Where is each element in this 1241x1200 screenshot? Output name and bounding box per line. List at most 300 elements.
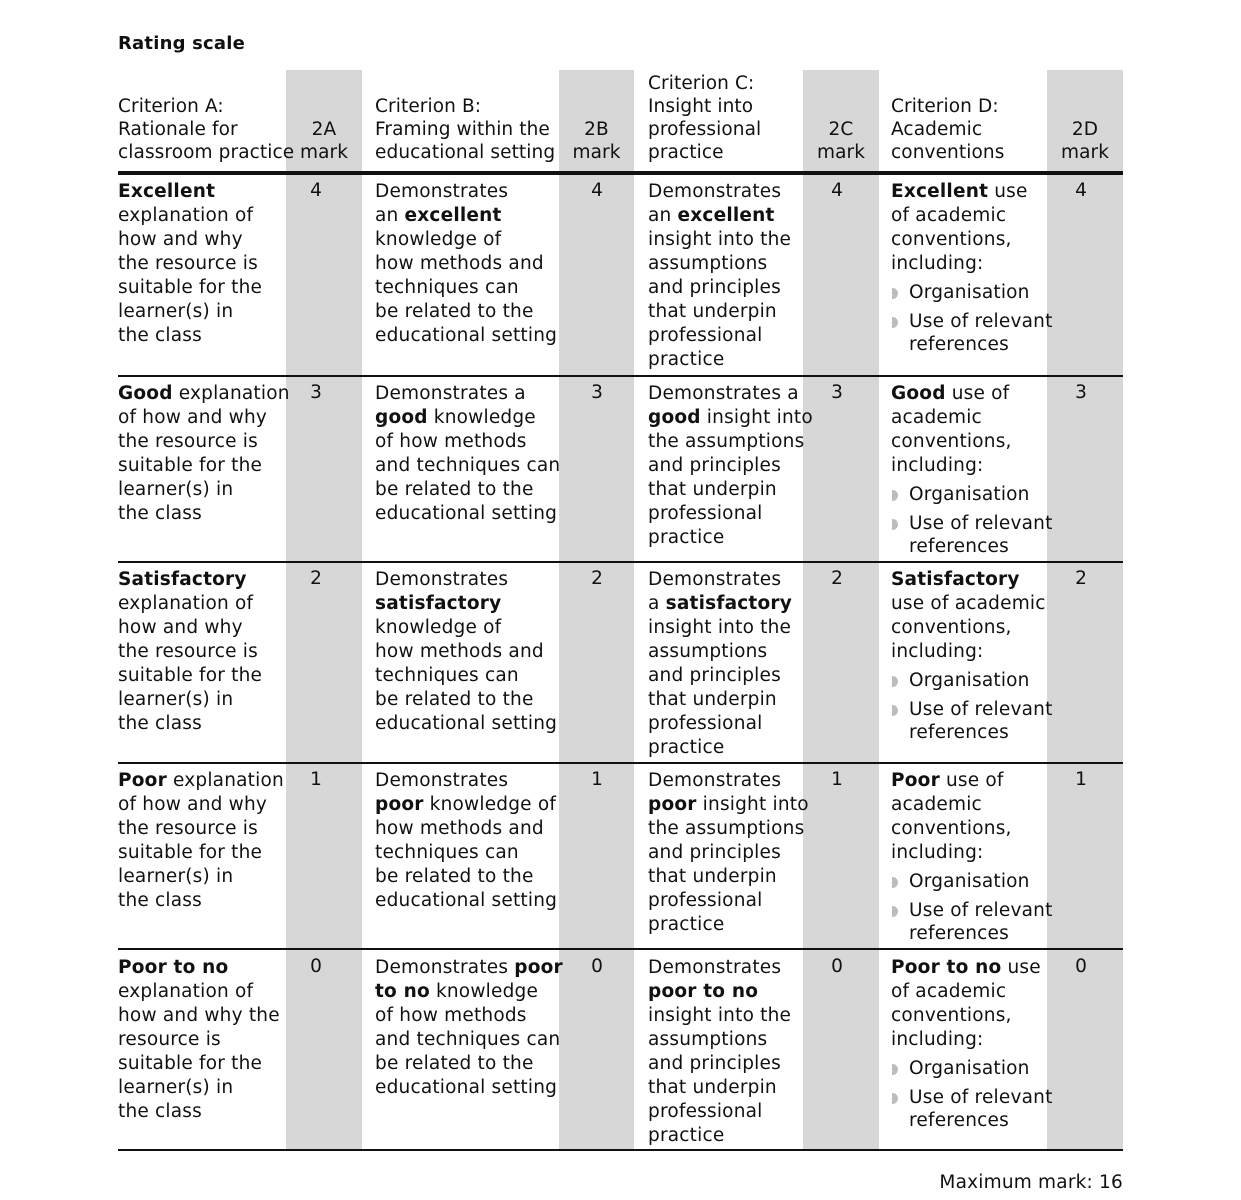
row-divider xyxy=(118,948,1123,950)
text: conventions, xyxy=(891,431,1012,452)
mark-value: 3 xyxy=(831,382,843,403)
cell-criterion-c xyxy=(648,956,791,1148)
cell-line xyxy=(375,889,557,913)
cell-criterion-c xyxy=(648,382,813,550)
text: suitable for the xyxy=(118,1053,263,1074)
text: practice xyxy=(648,737,725,758)
cell-line xyxy=(375,769,557,793)
cell-line xyxy=(118,568,262,592)
text: conventions, xyxy=(891,1005,1012,1026)
text: the assumptions xyxy=(648,431,805,452)
cell-line xyxy=(375,592,557,616)
cell-line xyxy=(375,502,560,526)
text: assumptions xyxy=(648,253,768,274)
cell-criterion-c xyxy=(648,568,792,760)
cell-line xyxy=(648,817,809,841)
cell-line xyxy=(648,616,792,640)
mark-value: 0 xyxy=(591,956,603,977)
cell-line xyxy=(648,793,809,817)
text: and principles xyxy=(648,455,781,476)
bullet-text: Organisation xyxy=(909,484,1030,505)
cell-line xyxy=(648,406,813,430)
cell-line xyxy=(375,228,557,252)
text: suitable for the xyxy=(118,842,263,863)
cell-line xyxy=(118,793,284,817)
header-criterion-c: Criterion C: Insight into professional practice xyxy=(648,73,762,163)
cell-line xyxy=(118,640,262,664)
emphasis: Good xyxy=(891,383,946,404)
cell-line xyxy=(118,228,262,252)
cell-criterion-a xyxy=(118,956,280,1124)
text: how methods and xyxy=(375,253,544,274)
bullet-icon xyxy=(892,490,898,501)
text: of how methods xyxy=(375,1005,527,1026)
cell-line xyxy=(648,300,791,324)
bullet-item xyxy=(891,669,1053,693)
cell-line xyxy=(118,616,262,640)
text: practice xyxy=(648,914,725,935)
emphasis: excellent xyxy=(677,205,775,226)
bullet-item xyxy=(891,899,1053,946)
cell-line xyxy=(375,841,557,865)
text: an xyxy=(648,205,678,226)
emphasis: Poor to no xyxy=(118,957,229,978)
text: how methods and xyxy=(375,641,544,662)
text: how and why xyxy=(118,617,243,638)
mark-value: 3 xyxy=(591,382,603,403)
bullet-text: Organisation xyxy=(909,670,1030,691)
cell-line xyxy=(648,324,791,348)
text: how methods and xyxy=(375,818,544,839)
cell-criterion-d xyxy=(891,568,1053,745)
text: be related to the xyxy=(375,866,534,887)
text: of academic xyxy=(891,981,1007,1002)
cell-line xyxy=(648,664,792,688)
text: professional xyxy=(648,503,763,524)
cell-line xyxy=(891,430,1053,454)
cell-line xyxy=(648,956,791,980)
emphasis: poor to no xyxy=(648,981,759,1002)
cell-line xyxy=(648,1124,791,1148)
cell-line xyxy=(118,276,262,300)
cell-criterion-c xyxy=(648,769,809,937)
mark-column-2c xyxy=(803,70,879,1150)
cell-line xyxy=(648,688,792,712)
text: insight into the xyxy=(648,229,792,250)
text: techniques can xyxy=(375,665,519,686)
cell-line xyxy=(648,252,791,276)
text: practice xyxy=(648,349,725,370)
cell-line xyxy=(891,592,1053,616)
cell-line xyxy=(118,324,262,348)
text: including: xyxy=(891,641,984,662)
text: be related to the xyxy=(375,301,534,322)
bullet-icon xyxy=(892,906,898,917)
cell-criterion-b xyxy=(375,568,557,736)
bullet-item xyxy=(891,870,1053,894)
cell-criterion-c xyxy=(648,180,791,372)
cell-line xyxy=(648,526,813,550)
text: how and why xyxy=(118,229,243,250)
text: of how and why xyxy=(118,794,268,815)
text: knowledge xyxy=(427,407,536,428)
cell-line xyxy=(375,817,557,841)
cell-criterion-a xyxy=(118,382,290,526)
cell-line xyxy=(118,688,262,712)
text: knowledge of xyxy=(375,617,502,638)
cell-line xyxy=(375,956,563,980)
cell-line xyxy=(648,841,809,865)
bullet-text: references xyxy=(909,923,1009,944)
text: and principles xyxy=(648,842,781,863)
text: learner(s) in xyxy=(118,689,234,710)
cell-criterion-a xyxy=(118,568,262,736)
bullet-text: Organisation xyxy=(909,871,1030,892)
mark-value: 1 xyxy=(1075,769,1087,790)
mark-value: 2 xyxy=(310,568,322,589)
cell-line xyxy=(118,1052,280,1076)
text: conventions, xyxy=(891,818,1012,839)
text: the resource is xyxy=(118,253,258,274)
cell-line xyxy=(891,568,1053,592)
text: Demonstrates xyxy=(648,957,782,978)
emphasis: Excellent xyxy=(891,181,989,202)
text: explanation of xyxy=(118,981,254,1002)
cell-line xyxy=(118,817,284,841)
bullet-text: Use of relevant xyxy=(909,513,1053,534)
cell-criterion-a xyxy=(118,769,284,913)
cell-line xyxy=(891,640,1053,664)
cell-line xyxy=(891,1004,1053,1028)
text: the assumptions xyxy=(648,818,805,839)
mark-value: 0 xyxy=(831,956,843,977)
cell-line xyxy=(118,204,262,228)
text: be related to the xyxy=(375,689,534,710)
text: including: xyxy=(891,842,984,863)
emphasis: poor xyxy=(375,794,424,815)
text: explanation xyxy=(166,770,284,791)
text: and principles xyxy=(648,665,781,686)
cell-line xyxy=(891,1028,1053,1052)
cell-line xyxy=(375,688,557,712)
mark-column-2d xyxy=(1047,70,1123,1150)
text: learner(s) in xyxy=(118,1077,234,1098)
cell-line xyxy=(375,300,557,324)
cell-line xyxy=(118,180,262,204)
mark-value: 4 xyxy=(1075,180,1087,201)
mark-value: 4 xyxy=(831,180,843,201)
text: of academic xyxy=(891,205,1007,226)
bullet-item xyxy=(891,281,1053,305)
text: conventions, xyxy=(891,229,1012,250)
cell-line xyxy=(375,454,560,478)
text: and techniques can xyxy=(375,1029,561,1050)
bullet-icon xyxy=(892,1093,898,1104)
text: Demonstrates xyxy=(375,181,509,202)
cell-criterion-b xyxy=(375,180,557,348)
cell-line xyxy=(891,769,1053,793)
mark-value: 0 xyxy=(310,956,322,977)
text: explanation of xyxy=(118,593,254,614)
cell-line xyxy=(648,865,809,889)
cell-line xyxy=(375,664,557,688)
cell-criterion-d xyxy=(891,769,1053,946)
text: Demonstrates a xyxy=(648,383,799,404)
text: explanation xyxy=(172,383,290,404)
cell-line xyxy=(648,889,809,913)
cell-line xyxy=(648,640,792,664)
cell-line xyxy=(891,180,1053,204)
cell-line xyxy=(118,664,262,688)
text: educational setting xyxy=(375,713,558,734)
text: and principles xyxy=(648,1053,781,1074)
bullet-text: Organisation xyxy=(909,1058,1030,1079)
cell-criterion-b xyxy=(375,382,560,526)
mark-value: 1 xyxy=(831,769,843,790)
mark-value: 2 xyxy=(831,568,843,589)
text: professional xyxy=(648,890,763,911)
cell-line xyxy=(648,913,809,937)
cell-line xyxy=(648,276,791,300)
text: suitable for the xyxy=(118,455,263,476)
text: insight into the xyxy=(648,1005,792,1026)
text: that underpin xyxy=(648,866,777,887)
header-criterion-b: Criterion B: Framing within the educational setting xyxy=(375,96,556,163)
text: including: xyxy=(891,455,984,476)
emphasis: good xyxy=(375,407,428,428)
cell-line xyxy=(648,502,813,526)
cell-criterion-a xyxy=(118,180,262,348)
text: insight into xyxy=(696,794,809,815)
emphasis: satisfactory xyxy=(665,593,792,614)
emphasis: Excellent xyxy=(118,181,216,202)
cell-line xyxy=(375,430,560,454)
cell-line xyxy=(375,406,560,430)
row-divider xyxy=(118,375,1123,377)
bullet-text: Use of relevant xyxy=(909,1087,1053,1108)
cell-line xyxy=(118,478,290,502)
text: and principles xyxy=(648,277,781,298)
cell-line xyxy=(375,180,557,204)
cell-line xyxy=(118,406,290,430)
bullet-icon xyxy=(892,676,898,687)
text: and techniques can xyxy=(375,455,561,476)
cell-line xyxy=(118,1100,280,1124)
row-divider xyxy=(118,762,1123,764)
text: educational setting xyxy=(375,1077,558,1098)
cell-criterion-b xyxy=(375,956,563,1100)
emphasis: satisfactory xyxy=(375,593,502,614)
cell-criterion-b xyxy=(375,769,557,913)
cell-line xyxy=(891,817,1053,841)
text: Demonstrates xyxy=(375,770,509,791)
emphasis: Satisfactory xyxy=(891,569,1020,590)
cell-line xyxy=(891,793,1053,817)
cell-line xyxy=(118,382,290,406)
cell-line xyxy=(648,1052,791,1076)
emphasis: to no xyxy=(375,981,430,1002)
cell-line xyxy=(648,430,813,454)
bullet-text: Use of relevant xyxy=(909,699,1053,720)
header-criterion-d: Criterion D: Academic conventions xyxy=(891,96,1005,163)
text: professional xyxy=(648,713,763,734)
text: practice xyxy=(648,527,725,548)
cell-line xyxy=(648,1100,791,1124)
emphasis: good xyxy=(648,407,701,428)
mark-column-2b xyxy=(559,70,634,1150)
text: suitable for the xyxy=(118,665,263,686)
bullet-item xyxy=(891,698,1053,745)
cell-line xyxy=(375,568,557,592)
text: use of xyxy=(945,383,1010,404)
text: knowledge xyxy=(429,981,539,1002)
text: insight into the xyxy=(648,617,792,638)
bullet-text: Use of relevant xyxy=(909,900,1053,921)
cell-line xyxy=(118,300,262,324)
cell-line xyxy=(375,640,557,664)
text: use xyxy=(1001,957,1041,978)
cell-line xyxy=(648,204,791,228)
cell-line xyxy=(118,769,284,793)
text: educational setting xyxy=(375,890,558,911)
text: a xyxy=(648,593,666,614)
text: of how and why xyxy=(118,407,268,428)
text: use of academic xyxy=(891,593,1046,614)
text: use of xyxy=(939,770,1004,791)
text: Demonstrates xyxy=(648,181,782,202)
text: suitable for the xyxy=(118,277,263,298)
mark-value: 1 xyxy=(310,769,322,790)
header-criterion-a: Criterion A: Rationale for classroom practice xyxy=(118,96,295,163)
cell-line xyxy=(375,382,560,406)
bullet-item xyxy=(891,310,1053,357)
cell-line xyxy=(118,841,284,865)
cell-line xyxy=(375,324,557,348)
bullet-text: references xyxy=(909,722,1009,743)
mark-value: 4 xyxy=(591,180,603,201)
page-title: Rating scale xyxy=(118,33,246,54)
mark-value: 2 xyxy=(591,568,603,589)
mark-value: 4 xyxy=(310,180,322,201)
text: how and why the xyxy=(118,1005,280,1026)
cell-line xyxy=(118,889,284,913)
mark-value: 3 xyxy=(310,382,322,403)
mark-value: 1 xyxy=(591,769,603,790)
cell-line xyxy=(891,204,1053,228)
text: insight into xyxy=(700,407,813,428)
cell-line xyxy=(891,252,1053,276)
cell-line xyxy=(118,454,290,478)
text: be related to the xyxy=(375,479,534,500)
bullet-icon xyxy=(892,877,898,888)
text: academic xyxy=(891,407,982,428)
text: use xyxy=(988,181,1028,202)
cell-line xyxy=(648,769,809,793)
text: the resource is xyxy=(118,431,258,452)
cell-line xyxy=(648,348,791,372)
text: that underpin xyxy=(648,301,777,322)
emphasis: excellent xyxy=(404,205,502,226)
bullet-icon xyxy=(892,317,898,328)
bullet-item xyxy=(891,1086,1053,1133)
cell-line xyxy=(118,430,290,454)
header-2c-mark: 2C mark xyxy=(816,119,866,163)
text: that underpin xyxy=(648,1077,777,1098)
cell-criterion-d xyxy=(891,382,1053,559)
cell-line xyxy=(891,841,1053,865)
bullet-icon xyxy=(892,705,898,716)
text: including: xyxy=(891,1029,984,1050)
text: techniques can xyxy=(375,277,519,298)
cell-line xyxy=(118,592,262,616)
text: assumptions xyxy=(648,641,768,662)
cell-line xyxy=(891,406,1053,430)
cell-line xyxy=(118,712,262,736)
cell-line xyxy=(891,956,1053,980)
text: educational setting xyxy=(375,325,558,346)
text: explanation of xyxy=(118,205,254,226)
mark-value: 3 xyxy=(1075,382,1087,403)
bullet-text: references xyxy=(909,536,1009,557)
bullet-item xyxy=(891,512,1053,559)
text: Demonstrates xyxy=(375,957,515,978)
text: the class xyxy=(118,325,202,346)
cell-line xyxy=(375,793,557,817)
bullet-text: Use of relevant xyxy=(909,311,1053,332)
cell-line xyxy=(375,1076,563,1100)
cell-line xyxy=(375,1052,563,1076)
text: Demonstrates xyxy=(648,569,782,590)
text: learner(s) in xyxy=(118,866,234,887)
cell-line xyxy=(375,252,557,276)
header-2b-mark: 2B mark xyxy=(572,119,621,163)
text: learner(s) in xyxy=(118,301,234,322)
bullet-item xyxy=(891,1057,1053,1081)
cell-line xyxy=(648,382,813,406)
bullet-text: Organisation xyxy=(909,282,1030,303)
cell-line xyxy=(118,1076,280,1100)
text: Demonstrates xyxy=(375,569,509,590)
cell-line xyxy=(375,1004,563,1028)
cell-criterion-d xyxy=(891,180,1053,357)
cell-line xyxy=(648,478,813,502)
row-divider xyxy=(118,561,1123,563)
cell-line xyxy=(891,454,1053,478)
text: the class xyxy=(118,890,202,911)
cell-line xyxy=(375,712,557,736)
cell-line xyxy=(648,568,792,592)
cell-line xyxy=(891,980,1053,1004)
bullet-text: references xyxy=(909,334,1009,355)
cell-line xyxy=(118,1004,280,1028)
text: practice xyxy=(648,1125,725,1146)
cell-line xyxy=(118,865,284,889)
cell-line xyxy=(375,616,557,640)
text: the resource is xyxy=(118,641,258,662)
cell-line xyxy=(648,1076,791,1100)
cell-line xyxy=(648,1028,791,1052)
cell-line xyxy=(891,228,1053,252)
cell-line xyxy=(375,478,560,502)
cell-line xyxy=(648,736,792,760)
emphasis: Poor to no xyxy=(891,957,1002,978)
cell-line xyxy=(648,1004,791,1028)
text: Demonstrates xyxy=(648,770,782,791)
text: the resource is xyxy=(118,818,258,839)
text: Demonstrates a xyxy=(375,383,526,404)
cell-line xyxy=(648,980,791,1004)
cell-line xyxy=(891,382,1053,406)
